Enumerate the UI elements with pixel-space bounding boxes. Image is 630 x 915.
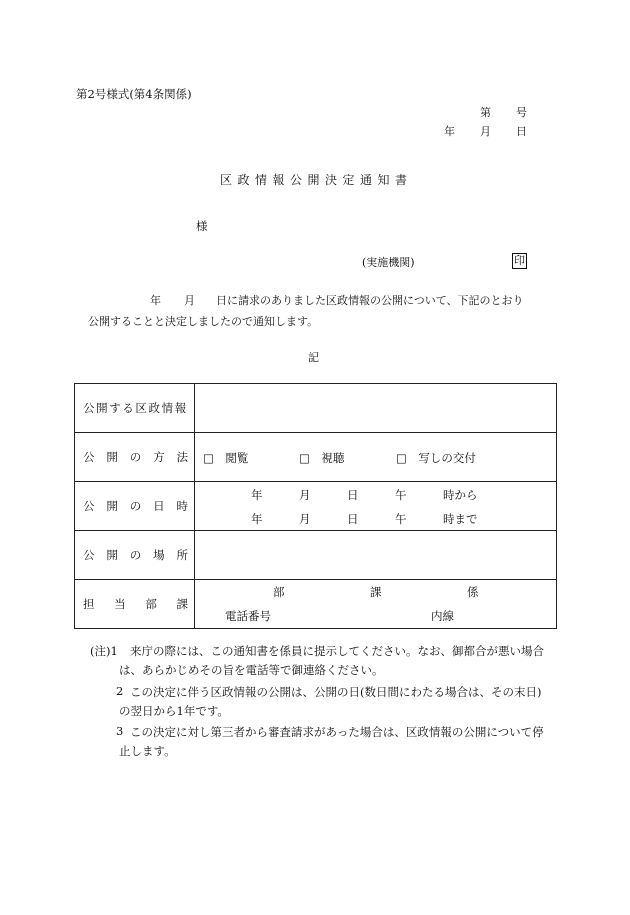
note-3-num: 3 — [116, 724, 124, 738]
note-3-line1: この決定に対し第三者から審査請求があった場合は、区政情報の公開について停 — [130, 725, 544, 739]
date-month: 月 — [480, 125, 491, 138]
note-1-prefix: (注)1 — [90, 644, 118, 658]
extension-label: 内線 — [431, 609, 454, 623]
option-copy[interactable]: □ 写しの交付 — [396, 451, 476, 465]
time-until: 時まで — [443, 512, 478, 526]
doc-number-dai: 第 — [480, 106, 491, 119]
note-1-line1: 来庁の際には、この通知書を係員に提示してください。なお、御都合が悪い場合 — [130, 644, 544, 658]
form-id: 第2号様式(第4条関係) — [76, 87, 192, 101]
doc-number-go: 号 — [516, 106, 527, 119]
note-1-line2: は、あらかじめその旨を電話等で御連絡ください。 — [119, 663, 384, 677]
note-3-line2: 止します。 — [119, 744, 176, 758]
value-info — [195, 384, 557, 433]
row-datetime — [75, 482, 557, 531]
label-info — [75, 384, 195, 433]
unit-bu: 部 — [273, 585, 285, 599]
value-place — [195, 531, 557, 580]
intro-line1: 日に請求のありました区政情報の公開について、下記のとおり — [216, 294, 524, 307]
row-info — [75, 384, 557, 433]
details-table — [74, 383, 557, 629]
label-datetime: 公 開 の 日 時 — [75, 482, 195, 531]
label-dept: 担 当 部 課 — [75, 580, 195, 629]
label-method: 公 開 の 方 法 — [75, 433, 195, 482]
row-method — [75, 433, 557, 482]
option-viewing[interactable]: □ 視聴 — [299, 451, 345, 465]
note-2-line2: の翌日から1年です。 — [119, 704, 229, 718]
label-place: 公 開 の 場 所 — [75, 531, 195, 580]
row-place — [75, 531, 557, 580]
intro-month: 月 — [184, 294, 195, 307]
value-datetime: 年 月 日 午 時から 年 月 日 午 時まで — [195, 482, 557, 531]
option-inspection[interactable]: □ 閲覧 — [203, 451, 249, 465]
date-day: 日 — [516, 125, 527, 138]
intro-line2: 公開することと決定しましたので通知します。 — [88, 315, 319, 328]
agency-label: (実施機関) — [362, 256, 415, 269]
unit-ka: 課 — [370, 585, 382, 599]
note-2-num: 2 — [116, 684, 124, 698]
date-year: 年 — [444, 125, 455, 138]
intro-year: 年 — [150, 294, 161, 307]
recipient-suffix: 様 — [196, 219, 208, 233]
time-from: 時から — [443, 488, 478, 502]
row-dept — [75, 580, 557, 629]
value-method — [195, 433, 557, 482]
seal-mark: 印 — [514, 254, 525, 267]
note-2-line1: この決定に伴う区政情報の公開は、公開の日(数日間にわたる場合は、その末日) — [130, 685, 542, 699]
value-dept — [195, 580, 557, 629]
phone-label: 電話番号 — [225, 609, 271, 623]
ki-heading: 記 — [308, 351, 319, 364]
unit-kakari: 係 — [467, 585, 479, 599]
document-title: 区政情報公開決定通知書 — [220, 173, 413, 187]
label-info-text: 公開する区政情報 — [83, 401, 188, 415]
